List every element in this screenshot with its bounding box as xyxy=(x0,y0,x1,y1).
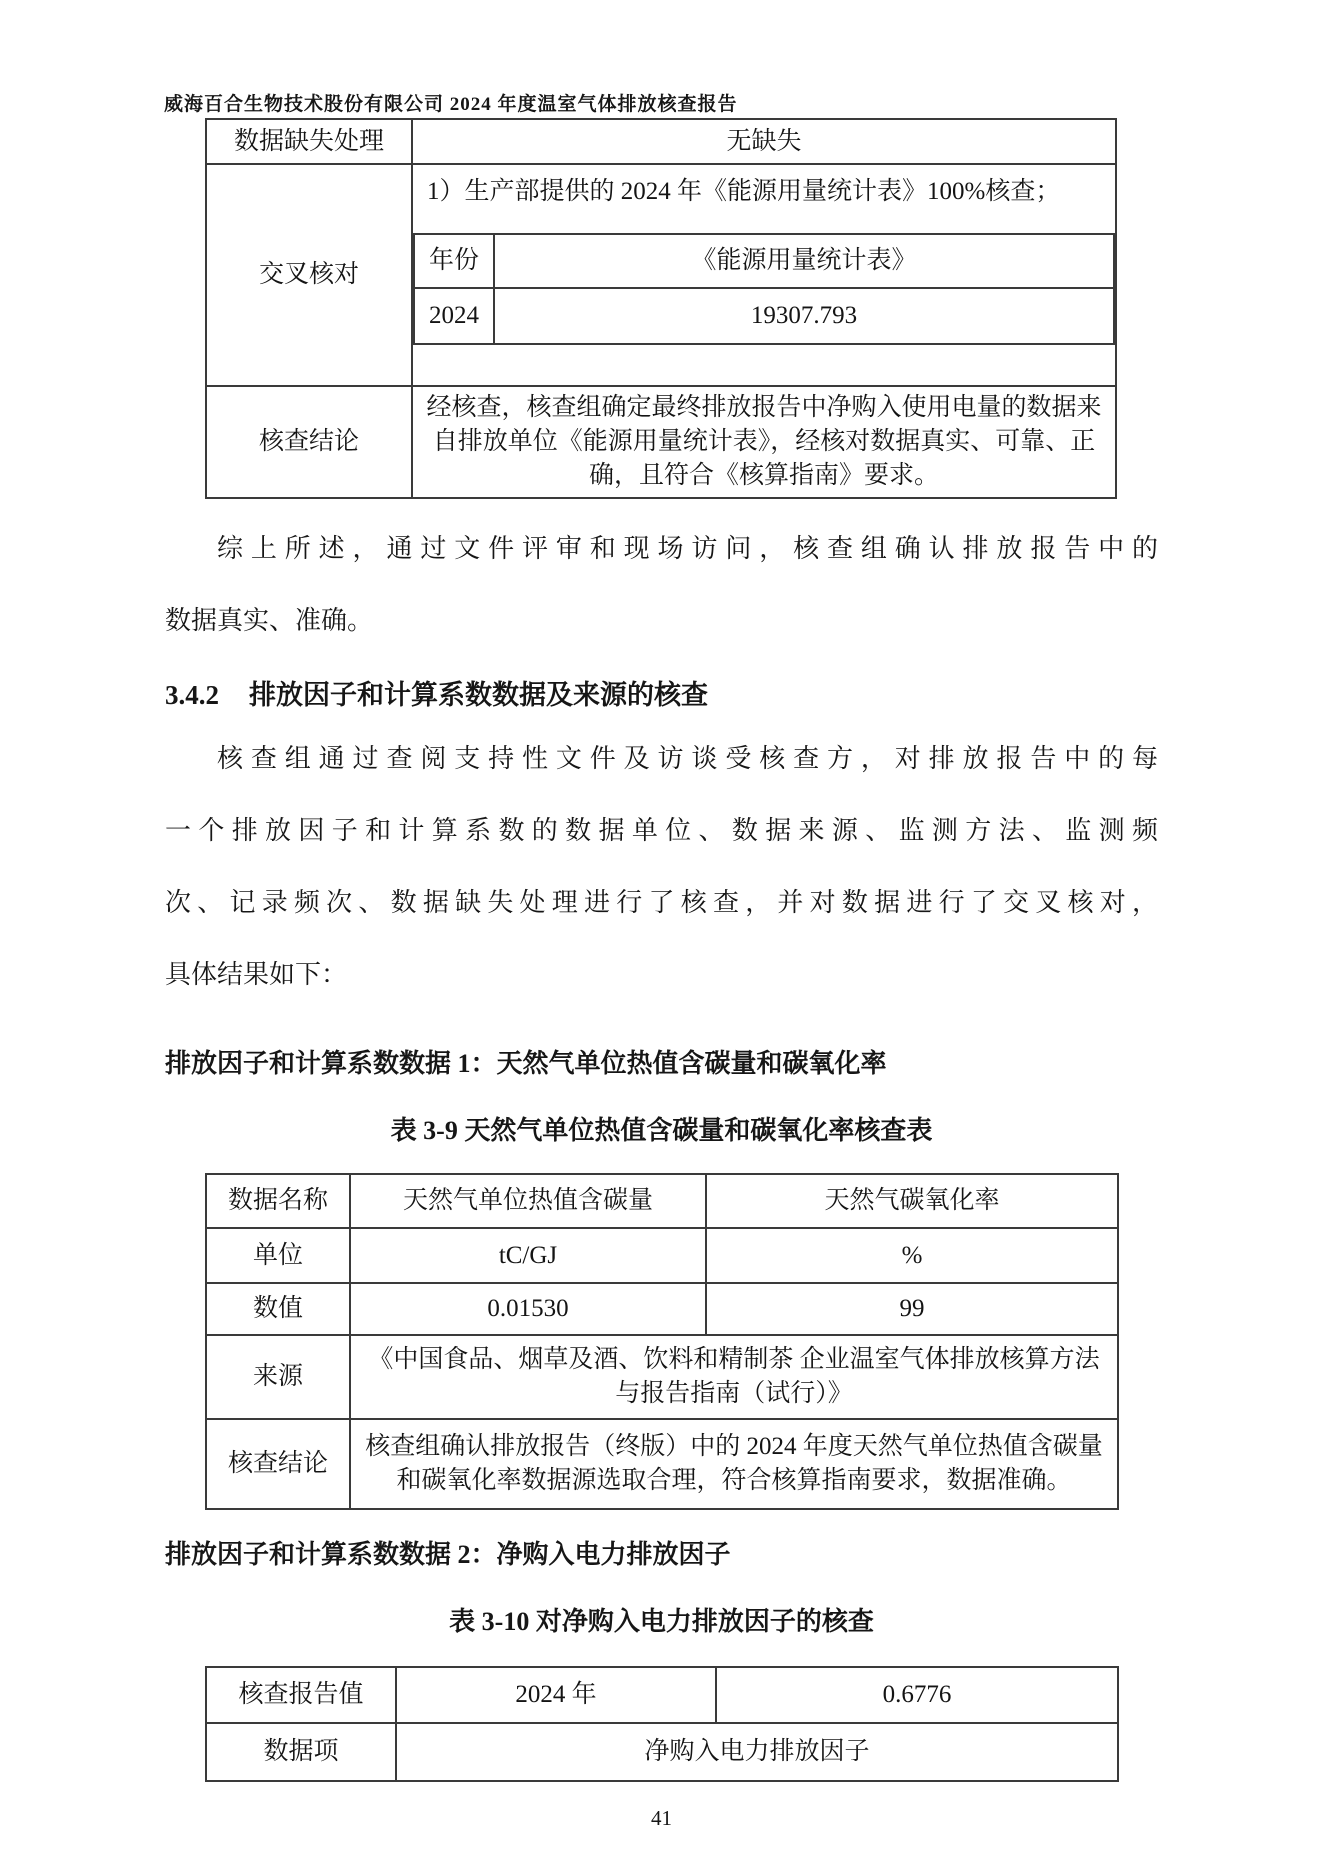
report-value-label: 核查报告值 xyxy=(206,1667,396,1723)
nested-amount-value: 19307.793 xyxy=(494,288,1114,344)
conclusion-value: 经核查，核查组确定最终排放报告中净购入使用电量的数据来自排放单位《能源用量统计表》，经核对数据真实、可靠、正确，且符合《核算指南》要求。 xyxy=(412,386,1116,498)
table-row xyxy=(206,1335,1118,1419)
value-cell: 0.01530 xyxy=(350,1283,706,1335)
intro-paragraph xyxy=(165,723,1158,1011)
paragraph-line: 综上所述，通过文件评审和现场访问，核查组确认排放报告中的 xyxy=(217,534,1158,563)
paragraph-line: 核查组通过查阅支持性文件及访谈受核查方，对排放报告中的每 xyxy=(217,744,1158,773)
table-row xyxy=(414,234,1114,288)
cross-check-cell xyxy=(412,164,1116,386)
nested-source-header: 《能源用量统计表》 xyxy=(494,234,1114,288)
page-header: 威海百合生物技术股份有限公司 2024 年度温室气体排放核查报告 xyxy=(164,94,738,115)
data-item-label: 数据项 xyxy=(206,1723,396,1781)
missing-data-label: 数据缺失处理 xyxy=(206,119,412,164)
factor1-heading: 排放因子和计算系数数据 1：天然气单位热值含碳量和碳氧化率 xyxy=(165,1049,887,1078)
table-3-9-title: 表 3-9 天然气单位热值含碳量和碳氧化率核查表 xyxy=(390,1116,933,1145)
table-row xyxy=(206,164,1116,386)
unit-value: tC/GJ xyxy=(350,1228,706,1283)
unit-value: % xyxy=(706,1228,1118,1283)
col-header: 天然气单位热值含碳量 xyxy=(350,1174,706,1228)
cross-check-nested-table xyxy=(413,233,1115,345)
unit-label: 单位 xyxy=(206,1228,350,1283)
table-row xyxy=(206,1174,1118,1228)
conclusion-label: 核查结论 xyxy=(206,386,412,498)
table-row xyxy=(206,1667,1118,1723)
cross-check-label: 交叉核对 xyxy=(206,164,412,386)
summary-paragraph xyxy=(165,513,1158,657)
source-label: 来源 xyxy=(206,1335,350,1419)
value-label: 数值 xyxy=(206,1283,350,1335)
table-row xyxy=(206,1723,1118,1781)
value-cell: 99 xyxy=(706,1283,1118,1335)
factor-value-cell: 0.6776 xyxy=(716,1667,1118,1723)
nested-year-header: 年份 xyxy=(414,234,494,288)
table-row xyxy=(206,1283,1118,1335)
paragraph-line: 数据真实、准确。 xyxy=(165,606,374,635)
missing-data-value: 无缺失 xyxy=(412,119,1116,164)
factor2-heading: 排放因子和计算系数数据 2：净购入电力排放因子 xyxy=(165,1540,731,1569)
table-row xyxy=(206,1419,1118,1509)
data-item-value: 净购入电力排放因子 xyxy=(396,1723,1118,1781)
cross-check-note: 1）生产部提供的 2024 年《能源用量统计表》100%核查； xyxy=(427,178,1061,205)
paragraph-line: 次、记录频次、数据缺失处理进行了核查，并对数据进行了交叉核对， xyxy=(165,888,1158,917)
conclusion-value: 核查组确认排放报告（终版）中的 2024 年度天然气单位热值含碳量和碳氧化率数据源选取合理，符合核算指南要求，数据准确。 xyxy=(350,1419,1118,1509)
table-3-10 xyxy=(205,1666,1119,1782)
paragraph-line: 一个排放因子和计算系数的数据单位、数据来源、监测方法、监测频 xyxy=(165,816,1158,845)
table-row xyxy=(206,119,1116,164)
table-row xyxy=(414,288,1114,344)
year-cell: 2024 年 xyxy=(396,1667,716,1723)
table-3-9 xyxy=(205,1173,1119,1510)
col-header: 数据名称 xyxy=(206,1174,350,1228)
section-title: 排放因子和计算系数数据及来源的核查 xyxy=(249,680,708,710)
page-number: 41 xyxy=(651,1806,672,1830)
section-heading xyxy=(165,675,1323,715)
table-row xyxy=(206,1228,1118,1283)
conclusion-label: 核查结论 xyxy=(206,1419,350,1509)
table-row xyxy=(206,386,1116,498)
source-value: 《中国食品、烟草及酒、饮料和精制茶 企业温室气体排放核算方法与报告指南（试行）》 xyxy=(350,1335,1118,1419)
table-3-10-title: 表 3-10 对净购入电力排放因子的核查 xyxy=(449,1607,874,1636)
col-header: 天然气碳氧化率 xyxy=(706,1174,1118,1228)
paragraph-line: 具体结果如下： xyxy=(165,960,348,989)
electricity-verification-table xyxy=(205,118,1117,499)
section-number: 3.4.2 xyxy=(165,680,219,710)
nested-year-value: 2024 xyxy=(414,288,494,344)
